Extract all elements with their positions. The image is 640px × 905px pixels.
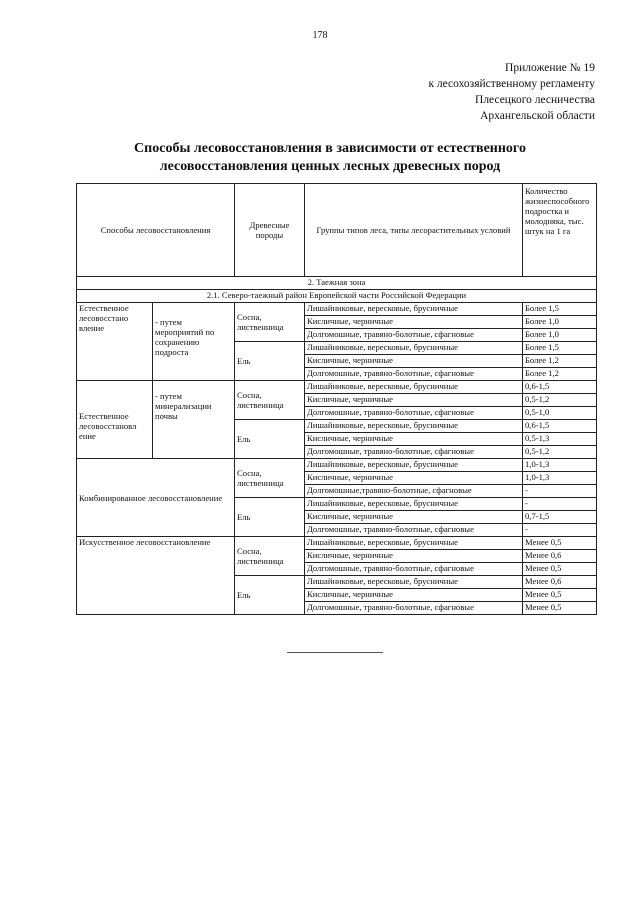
forest-type-cell: Лишайниковые, вересковые, брусничные (305, 381, 523, 394)
forest-type-cell: Кисличные, черничные (305, 355, 523, 368)
value-cell: Более 1,0 (523, 329, 597, 342)
document-title (60, 140, 600, 176)
value-cell: Более 1,2 (523, 355, 597, 368)
forest-type-cell: Долгомошные, травяно-болотные, сфагновые (305, 563, 523, 576)
header-quantity: Количество жизнеспособного подростка и молодняка, тыс. штук на 1 га (523, 184, 597, 277)
species-cell: Ель (235, 342, 305, 381)
value-cell: 0,5-1,3 (523, 433, 597, 446)
species-cell: Сосна, лиственница (235, 381, 305, 420)
forest-type-cell: Долгомошные, травяно-болотные, сфагновые (305, 446, 523, 459)
value-cell: Менее 0,6 (523, 576, 597, 589)
species-cell: Сосна, лиственница (235, 537, 305, 576)
species-cell: Сосна, лиственница (235, 459, 305, 498)
forest-type-cell: Лишайниковые, вересковые, брусничные (305, 459, 523, 472)
value-cell: Более 1,2 (523, 368, 597, 381)
species-cell: Ель (235, 420, 305, 459)
page-number: 178 (312, 30, 328, 41)
forest-type-cell: Лишайниковые, вересковые, брусничные (305, 420, 523, 433)
forest-type-cell: Кисличные, черничные (305, 472, 523, 485)
value-cell: Менее 0,5 (523, 563, 597, 576)
value-cell: 0,5-1,0 (523, 407, 597, 420)
forest-type-cell: Кисличные, черничные (305, 511, 523, 524)
table-row (77, 381, 597, 394)
footer-divider (287, 652, 383, 653)
forest-type-cell: Долгомошные,травяно-болотные, сфагновые (305, 485, 523, 498)
method-cell: Комбинированное лесовосстановление (77, 459, 235, 537)
forest-type-cell: Долгомошные, травяно-болотные, сфагновые (305, 602, 523, 615)
forest-type-cell: Лишайниковые, вересковые, брусничные (305, 537, 523, 550)
value-cell: Более 1,5 (523, 342, 597, 355)
value-cell: Менее 0,5 (523, 589, 597, 602)
zone-row: 2. Таежная зона (77, 277, 597, 290)
species-cell: Сосна, лиственница (235, 303, 305, 342)
species-cell: Ель (235, 576, 305, 615)
value-cell: Менее 0,5 (523, 537, 597, 550)
value-cell: 0,6-1,5 (523, 420, 597, 433)
region-row: 2.1. Северо-таежный район Европейской части Российской Федерации (77, 290, 597, 303)
value-cell: 1,0-1,3 (523, 472, 597, 485)
forest-type-cell: Долгомошные, травяно-болотные, сфагновые (305, 329, 523, 342)
title-line: Способы лесовосстановления в зависимости от естественного (134, 141, 526, 156)
method-cell: Искусственное лесовосстановление (77, 537, 235, 615)
table-row (77, 303, 597, 316)
appendix-note (428, 60, 595, 124)
value-cell: 1,0-1,3 (523, 459, 597, 472)
appendix-line: Приложение № 19 (505, 62, 595, 74)
forest-type-cell: Кисличные, черничные (305, 589, 523, 602)
forest-type-cell: Лишайниковые, вересковые, брусничные (305, 576, 523, 589)
forest-type-cell: Долгомошные, травяно-болотные, сфагновые (305, 368, 523, 381)
method-cell: Естественное лесовосстано вление (77, 303, 153, 381)
value-cell: Менее 0,6 (523, 550, 597, 563)
table-row (77, 459, 597, 472)
value-cell: 0,5-1,2 (523, 394, 597, 407)
species-cell: Ель (235, 498, 305, 537)
forest-type-cell: Кисличные, черничные (305, 394, 523, 407)
header-methods: Способы лесовосстановления (77, 184, 235, 277)
measure-cell: - путем мероприятий по сохранению подроста (153, 303, 235, 381)
reforestation-table (76, 183, 597, 615)
value-cell: 0,6-1,5 (523, 381, 597, 394)
table-header-row (77, 184, 597, 277)
forest-type-cell: Лишайниковые, вересковые, брусничные (305, 498, 523, 511)
forest-type-cell: Долгомошные, травяно-болотные, сфагновые (305, 407, 523, 420)
title-line: лесовосстановления ценных лесных древесных пород (159, 159, 501, 174)
forest-type-cell: Лишайниковые, вересковые, брусничные (305, 303, 523, 316)
forest-type-cell: Лишайниковые, вересковые, брусничные (305, 342, 523, 355)
table-row (77, 537, 597, 550)
measure-cell: - путем минерализации почвы (153, 381, 235, 459)
value-cell: - (523, 524, 597, 537)
forest-type-cell: Долгомошные, травяно-болотные, сфагновые (305, 524, 523, 537)
value-cell: - (523, 485, 597, 498)
value-cell: 0,7-1,5 (523, 511, 597, 524)
forest-type-cell: Кисличные, черничные (305, 433, 523, 446)
forest-type-cell: Кисличные, черничные (305, 316, 523, 329)
value-cell: Более 1,0 (523, 316, 597, 329)
header-species: Древесные породы (235, 184, 305, 277)
appendix-line: Плесецкого лесничества (475, 94, 595, 106)
value-cell: 0,5-1,2 (523, 446, 597, 459)
appendix-line: к лесохозяйственному регламенту (428, 78, 595, 90)
method-cell: Естественное лесовосстановл ение (77, 381, 153, 459)
forest-type-cell: Кисличные, черничные (305, 550, 523, 563)
appendix-line: Архангельской области (480, 110, 595, 122)
header-groups: Группы типов леса, типы лесорастительных условий (305, 184, 523, 277)
value-cell: Менее 0,5 (523, 602, 597, 615)
value-cell: - (523, 498, 597, 511)
value-cell: Более 1,5 (523, 303, 597, 316)
